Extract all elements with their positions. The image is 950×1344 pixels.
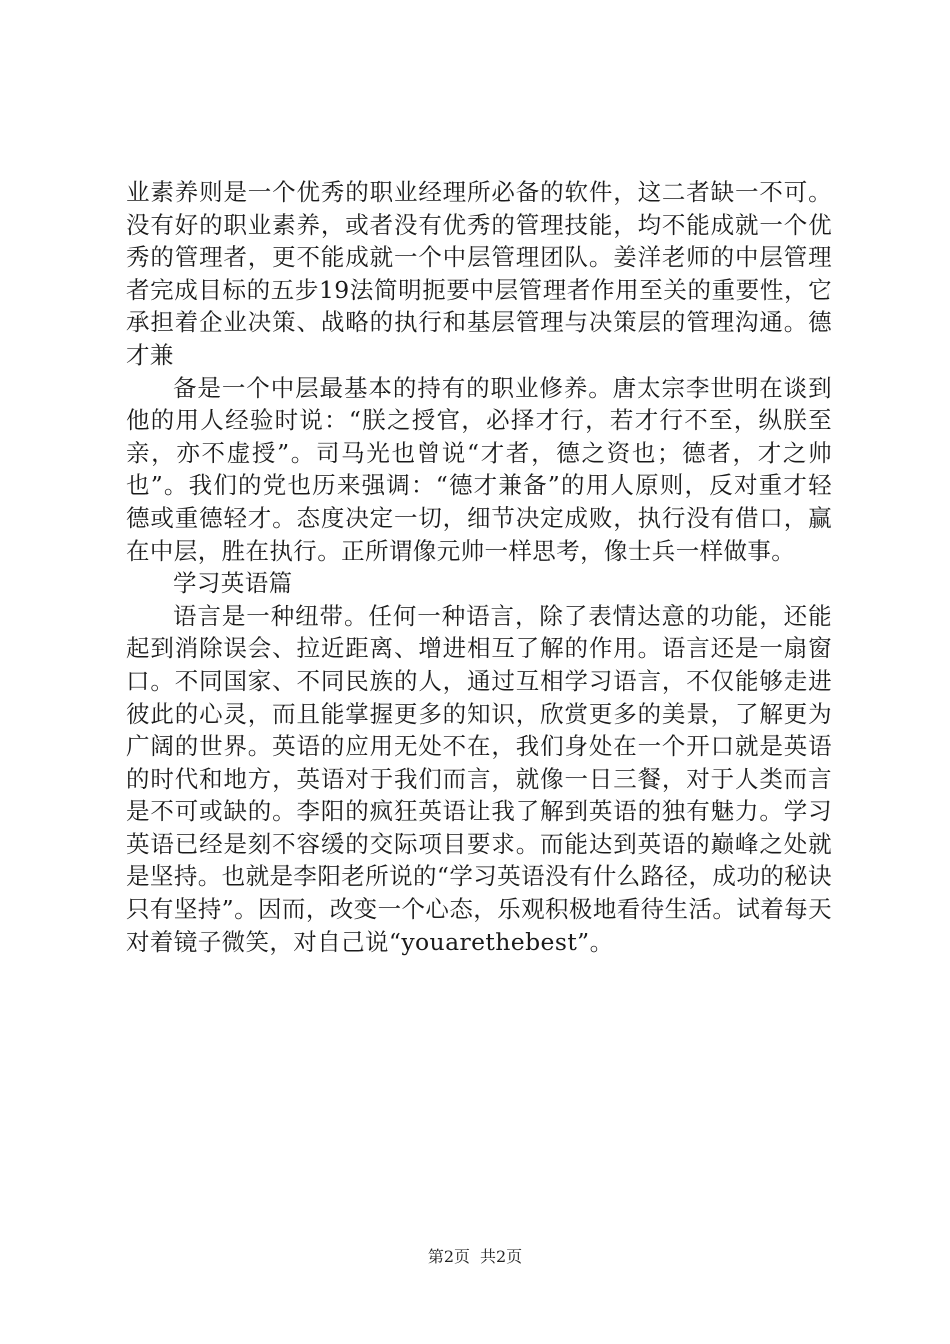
page-footer bbox=[0, 1244, 950, 1267]
paragraph-english-learning: 语言是一种纽带。任何一种语言，除了表情达意的功能，还能起到消除误会、拉近距离、增进相互了解的作用。语言还是一扇窗口。不同国家、不同民族的人，通过互相学习语言，不仅能够走进彼此的心灵，而且能掌握更多的知识，欣赏更多的美景，了解更为广阔的世界。英语的应用无处不在，我们身处在一个开口就是英语的时代和地方，英语对于我们而言，就像一日三餐，对于人类而言是不可或缺的。李阳的疯狂英语让我了解到英语的独有魅力。学习英语已经是刻不容缓的交际项目要求。而能达到英语的巅峰之处就是坚持。也就是李阳老所说的“学习英语没有什么路径，成功的秘诀只有坚持”。因而，改变一个心态，乐观积极地看待生活。试着每天对着镜子微笑，对自己说“youarethebest”。 bbox=[126, 601, 832, 956]
paragraph-management: 业素养则是一个优秀的职业经理所必备的软件，这二者缺一不可。没有好的职业素养，或者没有优秀的管理技能，均不能成就一个优秀的管理者，更不能成就一个中层管理团队。姜洋老师的中层管理者完成目标的五步19法简明扼要中层管理者作用至关的重要性，它承担着企业决策、战略的执行和基层管理与决策层的管理沟通。德才兼 bbox=[126, 178, 832, 369]
page-number: 第2页 bbox=[427, 1247, 470, 1266]
page-total: 共2页 bbox=[480, 1247, 523, 1266]
document-body bbox=[126, 176, 832, 958]
paragraph-virtue-talent: 备是一个中层最基本的持有的职业修养。唐太宗李世明在谈到他的用人经验时说：“朕之授官，必择才行，若才行不至，纵朕至亲，亦不虚授”。司马光也曾说“才者，德之资也；德者，才之帅也”。我们的党也历来强调：“德才兼备”的用人原则，反对重才轻德或重德轻才。态度决定一切，细节决定成败，执行没有借口，赢在中层，胜在执行。正所谓像元帅一样思考，像士兵一样做事。 bbox=[126, 373, 832, 565]
section-heading-english: 学习英语篇 bbox=[173, 569, 293, 598]
